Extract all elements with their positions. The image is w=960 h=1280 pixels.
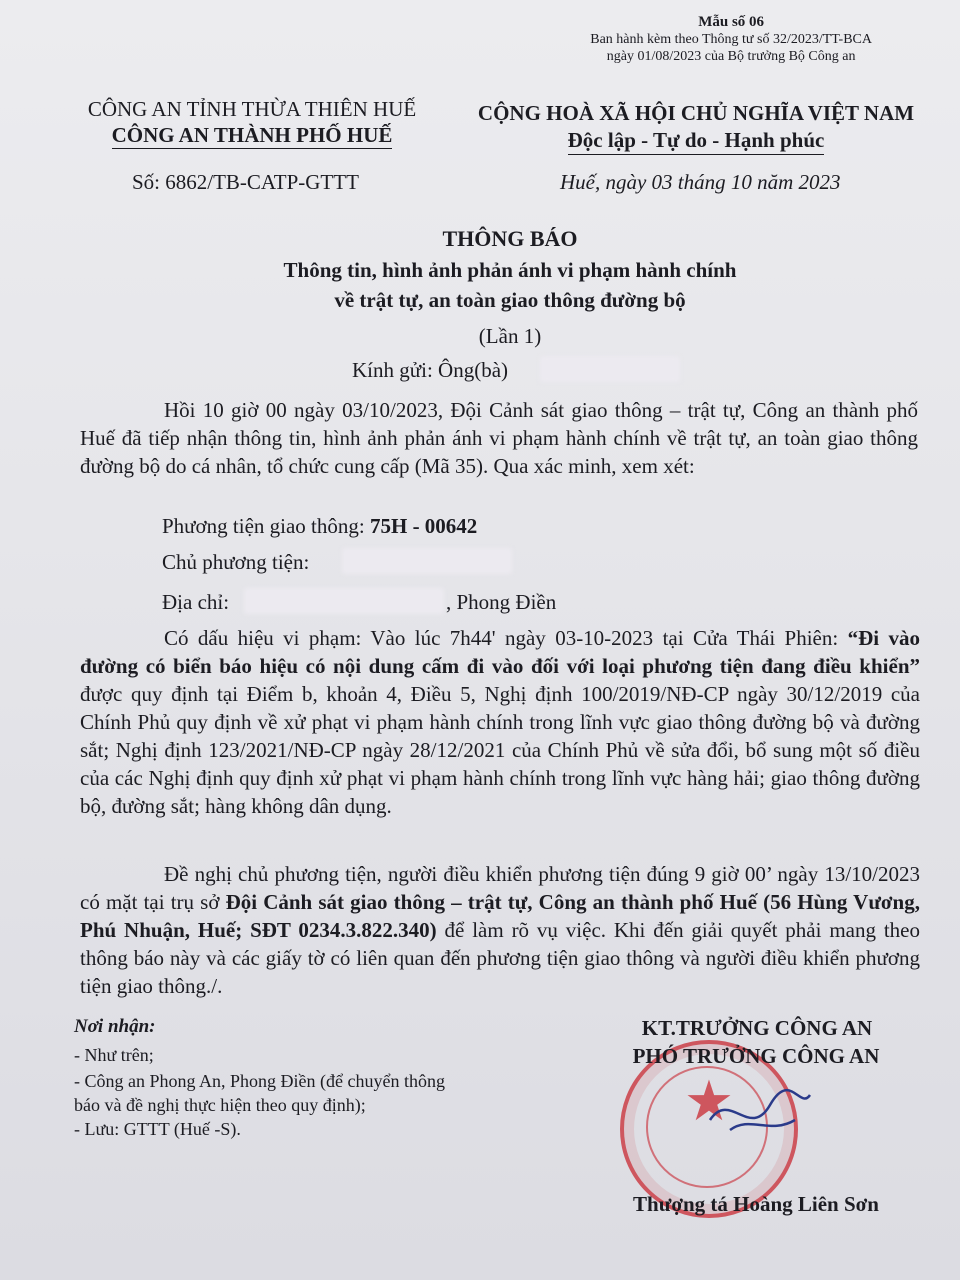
recipient-2b: báo và đề nghị thực hiện theo quy định); <box>74 1095 366 1115</box>
seal-star-icon: ★ <box>683 1071 735 1133</box>
signatory-name: Thượng tá Hoàng Liên Sơn <box>633 1192 879 1216</box>
violation-legal-basis: được quy định tại Điểm b, khoản 4, Điều 5, Nghị định 100/2019/NĐ-CP ngày 30/12/2019 của Chính Phủ quy định về xử phạt vi phạm hành chính trong lĩnh vực giao thông đường bộ và đường sắt; Nghị định 123/2021/NĐ-CP ngày 28/12/2021 của Chính Phủ về sửa đổi, bổ sung một số điều của các Nghị định quy định xử phạt vi phạm hành chính trong lĩnh vực hàng hải; giao thông đường bộ, đường sắt; hàng không dân dụng. <box>80 682 920 818</box>
address-label: Địa chỉ: <box>162 590 230 614</box>
form-number: Mẫu số 06 <box>698 14 765 30</box>
form-issued-line1: Ban hành kèm theo Thông tư số 32/2023/TT-BCA <box>590 32 872 47</box>
request-lead: Đề nghị chủ phương tiện, người điều khiển phương tiện đúng 9 giờ 00’ ngày 13/10/2023 có mặt tại trụ sở <box>80 862 920 914</box>
national-heading <box>468 100 924 155</box>
redacted-addressee <box>540 356 680 382</box>
recipients-heading: Nơi nhận: <box>74 1016 156 1037</box>
agency-parent: CÔNG AN TỈNH THỪA THIÊN HUẾ <box>87 97 417 121</box>
redacted-address <box>244 588 444 614</box>
form-header <box>590 14 872 65</box>
vehicle-line <box>162 514 477 539</box>
addressee: Kính gửi: Ông(bà) <box>352 358 509 382</box>
request-rest: để làm rõ vụ việc. Khi đến giải quyết phải mang theo thông báo này và các giấy tờ có liên quan đến phương tiện giao thông và người điều khiển phương tiện giao thông./. <box>80 918 921 998</box>
handwritten-signature <box>700 1080 820 1150</box>
recipient-3: - Lưu: GTTT (Huế -S). <box>74 1119 241 1139</box>
violation-quote: “Đi vào đường có biển báo hiệu có nội dung cấm đi vào đối với loại phương tiện đang điều khiển” <box>80 626 920 678</box>
vehicle-label: Phương tiện giao thông: <box>162 514 370 538</box>
request-location: Đội Cảnh sát giao thông – trật tự, Công an thành phố Huế (56 Hùng Vương, Phú Nhuận, Huế; SĐT 0234.3.822.340) <box>80 890 920 942</box>
document-subtitle-2: về trật tự, an toàn giao thông đường bộ <box>334 288 686 312</box>
issuing-agency <box>80 96 424 149</box>
owner-line <box>162 550 309 575</box>
national-motto: Độc lập - Tự do - Hạnh phúc <box>568 127 825 155</box>
document-number: Số: 6862/TB-CATP-GTTT <box>132 170 359 194</box>
violation-paragraph <box>80 624 920 820</box>
intro-paragraph: Hồi 10 giờ 00 ngày 03/10/2023, Đội Cảnh sát giao thông – trật tự, Công an thành phố Huế đã tiếp nhận thông tin, hình ảnh phản ánh vi phạm hành chính về trật tự, an toàn giao thông đường bộ do cá nhân, tổ chức cung cấp (Mã 35). Qua xác minh, xem xét: <box>80 398 918 478</box>
form-issued-line2: ngày 01/08/2023 của Bộ trưởng Bộ Công an <box>606 49 856 64</box>
document-round: (Lần 1) <box>478 324 542 348</box>
document-title: THÔNG BÁO <box>442 226 578 251</box>
redacted-owner <box>342 548 512 574</box>
violation-lead: Có dấu hiệu vi phạm: Vào lúc 7h44' ngày 03-10-2023 tại Cửa Thái Phiên: <box>164 626 848 650</box>
owner-label: Chủ phương tiện: <box>162 550 310 574</box>
national-title: CỘNG HOÀ XÃ HỘI CHỦ NGHĨA VIỆT NAM <box>477 101 915 125</box>
address-tail: , Phong Điền <box>446 590 557 614</box>
document-date: Huế, ngày 03 tháng 10 năm 2023 <box>560 170 841 194</box>
recipient-2a: - Công an Phong An, Phong Điền (để chuyển thông <box>74 1071 445 1091</box>
vehicle-plate: 75H - 00642 <box>369 514 478 538</box>
signature-title-1: KT.TRƯỞNG CÔNG AN <box>641 1016 873 1040</box>
request-paragraph <box>80 860 920 1000</box>
signature-title-2: PHÓ TRƯỞNG CÔNG AN <box>632 1044 880 1068</box>
agency-name: CÔNG AN THÀNH PHỐ HUẾ <box>111 123 393 147</box>
document-subtitle-1: Thông tin, hình ảnh phản ánh vi phạm hành chính <box>283 258 737 282</box>
recipient-1: - Như trên; <box>74 1045 154 1065</box>
